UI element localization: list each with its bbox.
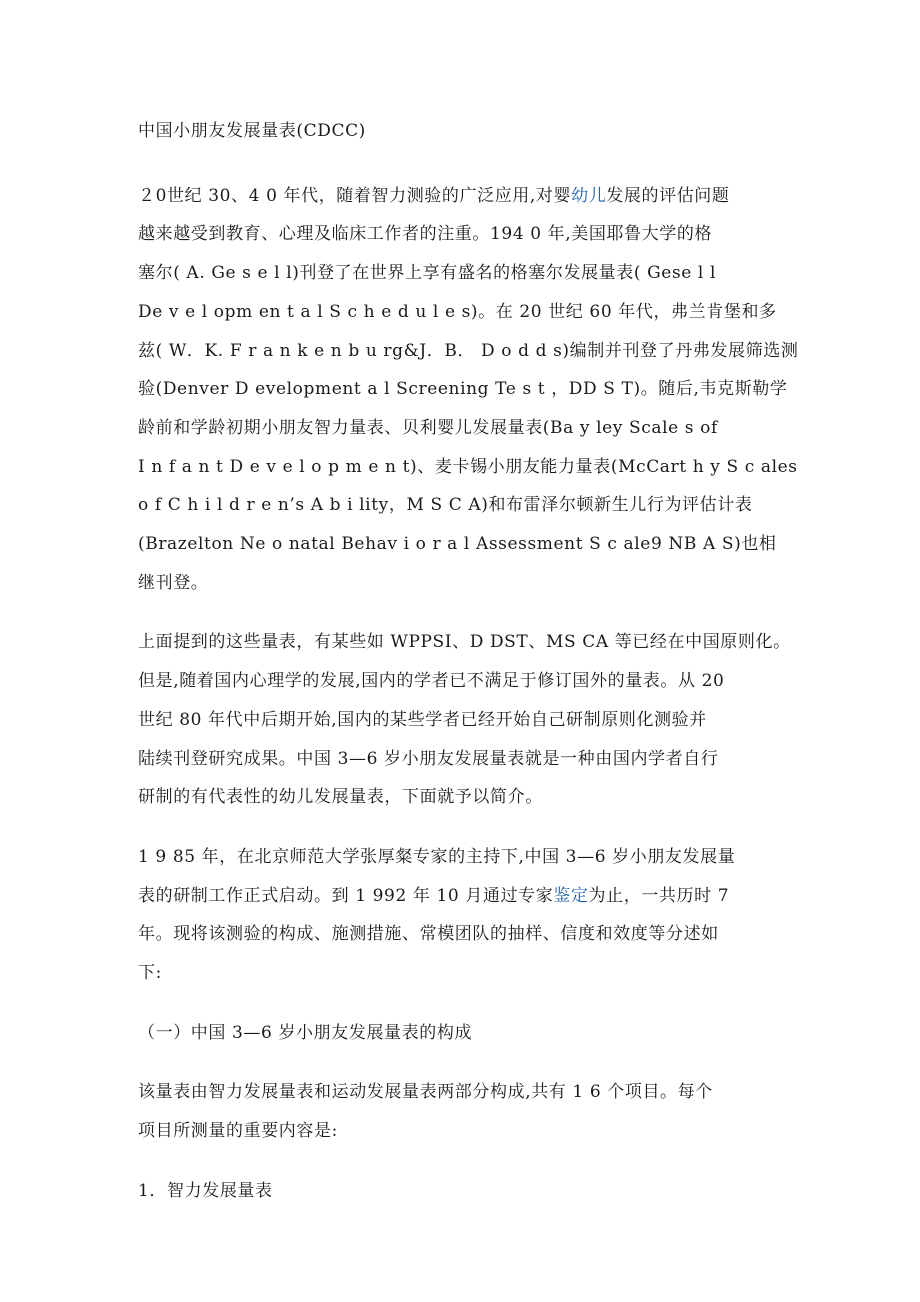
- text-fragment: ２0世纪 30、4 0 年代，随着智力测验的广泛应用,对婴: [138, 185, 572, 206]
- text-line: 下:: [138, 963, 162, 984]
- text-line: 陆续刊登研究成果。中国 3—6 岁小朋友发展量表就是一种由国内学者自行: [138, 748, 719, 769]
- paragraph-development-timeline: [138, 838, 788, 993]
- text-line: 研制的有代表性的幼儿发展量表，下面就予以简介。: [138, 787, 543, 808]
- text-line: 该量表由智力发展量表和运动发展量表两部分构成,共有 1 6 个项目。每个: [138, 1082, 713, 1103]
- text-line: (Brazelton Ne o natal Behav i o r a l Assessment S c ale9 NB A S)也相: [138, 534, 777, 555]
- paragraph-composition: [138, 1073, 788, 1150]
- text-line: 继刊登。: [138, 572, 209, 593]
- document-title: 中国小朋友发展量表(CDCC): [138, 121, 366, 141]
- text-line: 上面提到的这些量表，有某些如 WPPSI、D DST、MS CA 等已经在中国原则化。: [138, 632, 791, 653]
- text-fragment: 表的研制工作正式启动。到 1 992 年 10 月通过专家: [138, 885, 554, 906]
- text-fragment: 为止，一共历时 7: [588, 885, 730, 906]
- text-line: I n f a n t D e v e l o p m e n t)、麦卡锡小朋友能力量表(McCart h y S c ales: [138, 456, 798, 477]
- text-line: 年。现将该测验的构成、施测措施、常模团队的抽样、信度和效度等分述如: [138, 924, 719, 945]
- link-jianding[interactable]: 鉴定: [553, 885, 589, 906]
- text-line: 验(Denver D evelopment a l Screening Te s t ，DD S T)。随后,韦克斯勒学: [138, 379, 788, 400]
- text-line: 龄前和学龄初期小朋友智力量表、贝利婴儿发展量表(Ba y ley Scale s of: [138, 417, 718, 438]
- link-youer[interactable]: 幼儿: [571, 185, 607, 206]
- text-line: 1 9 85 年，在北京师范大学张厚粲专家的主持下,中国 3—6 岁小朋友发展量: [138, 846, 736, 867]
- document-page: [138, 112, 799, 1211]
- text-line: [138, 177, 788, 216]
- paragraph-history: [138, 177, 799, 603]
- paragraph-domestic-research: [138, 623, 791, 817]
- subsection-heading: 1．智力发展量表: [138, 1180, 273, 1201]
- text-line: 但是,随着国内心理学的发展,国内的学者已不满足于修订国外的量表。从 20: [138, 671, 725, 692]
- section-heading: （一）中国 3—6 岁小朋友发展量表的构成: [138, 1022, 473, 1043]
- text-line: 兹( W．K. F r a n k e n b u rg&J．B． D o d d s)编制并刊登了丹弗发展筛选测: [138, 340, 799, 361]
- text-line: 世纪 80 年代中后期开始,国内的某些学者已经开始自己研制原则化测验并: [138, 709, 707, 730]
- text-line: o f C h i l d r e n’s A b i lity，M S C A)和布雷泽尔顿新生儿行为评估计表: [138, 495, 753, 516]
- text-line: De v e l opm en t a l S c h e d u l e s)。在 20 世纪 60 年代，弗兰肯堡和多: [138, 301, 777, 322]
- text-fragment: 发展的评估问题: [606, 185, 730, 206]
- text-line: 越来越受到教育、心理及临床工作者的注重。194 0 年,美国耶鲁大学的格: [138, 224, 713, 245]
- text-line: 项目所测量的重要内容是:: [138, 1121, 338, 1142]
- text-line: 塞尔( A. Ge s e l l)刊登了在世界上享有盛名的格塞尔发展量表( Gese l l: [138, 263, 717, 284]
- text-line: [138, 877, 788, 916]
